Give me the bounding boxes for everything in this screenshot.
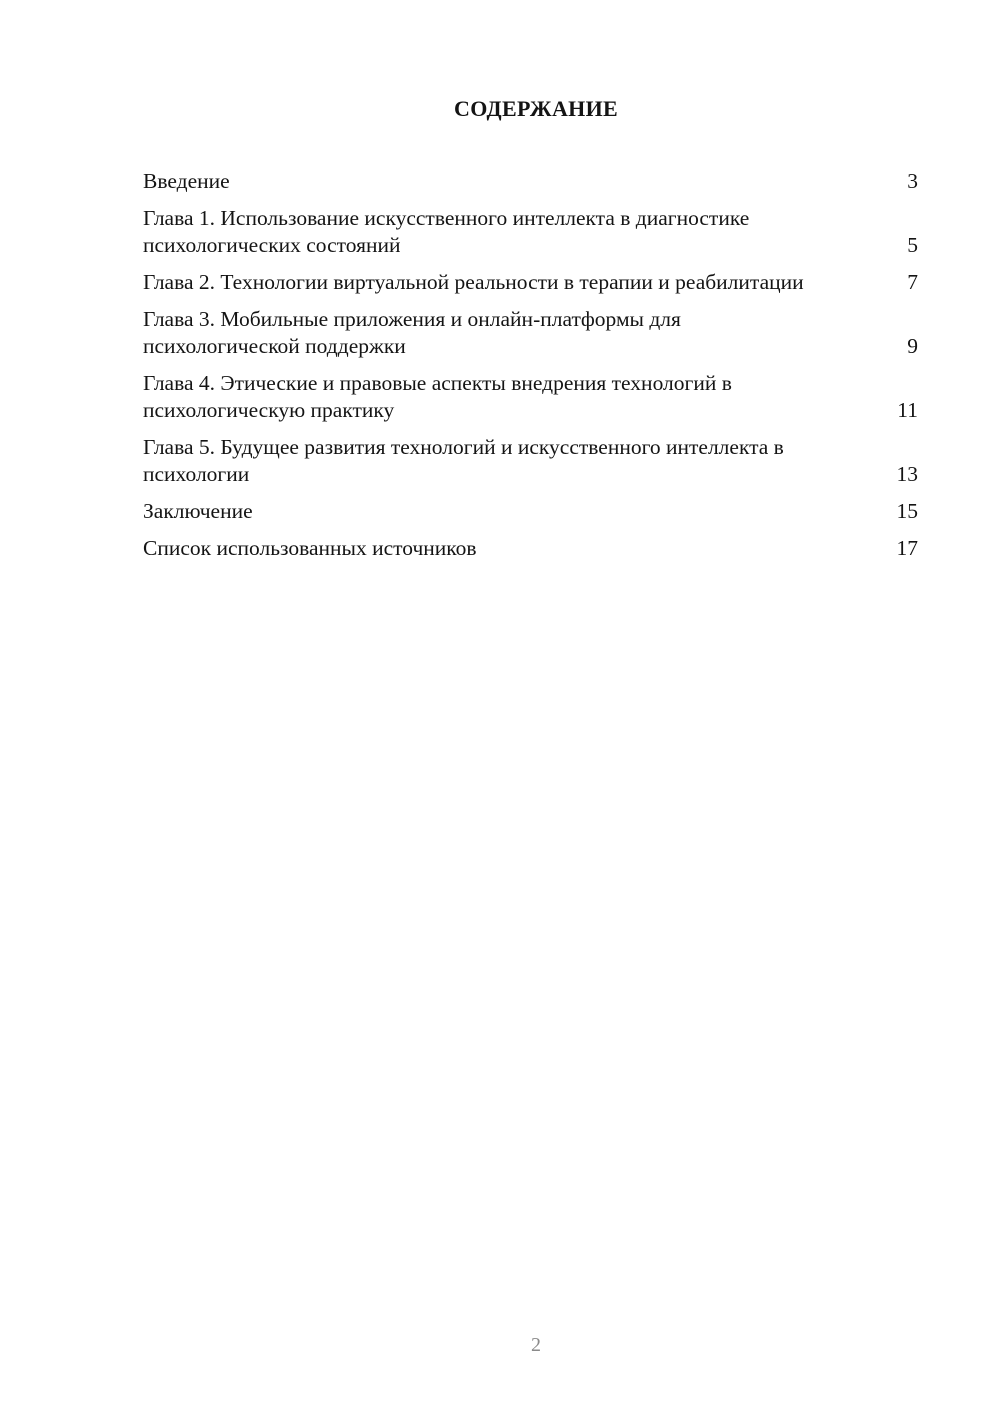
toc-entry-page: 9 xyxy=(907,334,918,358)
toc-entry-title: Глава 2. Технологии виртуальной реальности в терапии и реабилитации xyxy=(143,270,804,294)
toc-list xyxy=(143,168,918,572)
page-number: 2 xyxy=(531,1334,541,1356)
toc-entry-title: Глава 5. Будущее развития технологий и искусственного интеллекта в психологии xyxy=(143,435,784,486)
toc-entry-conclusion[interactable] xyxy=(143,498,918,525)
toc-entry-chapter-1[interactable] xyxy=(143,205,918,259)
toc-entry-title: Глава 4. Этические и правовые аспекты внедрения технологий в психологическую практику xyxy=(143,371,732,422)
toc-entry-page: 11 xyxy=(897,398,918,422)
toc-entry-title: Глава 3. Мобильные приложения и онлайн-платформы для психологической поддержки xyxy=(143,307,681,358)
toc-heading: СОДЕРЖАНИЕ xyxy=(454,96,618,121)
toc-entry-page: 15 xyxy=(896,499,918,523)
toc-entry-title: Глава 1. Использование искусственного интеллекта в диагностике психологических состояний xyxy=(143,206,750,257)
toc-entry-chapter-5[interactable] xyxy=(143,434,918,488)
toc-entry-page: 5 xyxy=(907,233,918,257)
toc-entry-title: Введение xyxy=(143,169,230,193)
toc-entry-chapter-2[interactable] xyxy=(143,269,918,296)
toc-entry-page: 13 xyxy=(896,462,918,486)
toc-entry-chapter-4[interactable] xyxy=(143,370,918,424)
toc-entry-introduction[interactable] xyxy=(143,168,918,195)
toc-entry-page: 17 xyxy=(896,536,918,560)
toc-entry-references[interactable] xyxy=(143,535,918,562)
toc-entry-chapter-3[interactable] xyxy=(143,306,918,360)
toc-entry-page: 3 xyxy=(907,169,918,193)
toc-entry-page: 7 xyxy=(907,270,918,294)
toc-entry-title: Список использованных источников xyxy=(143,536,477,560)
toc-entry-title: Заключение xyxy=(143,499,253,523)
